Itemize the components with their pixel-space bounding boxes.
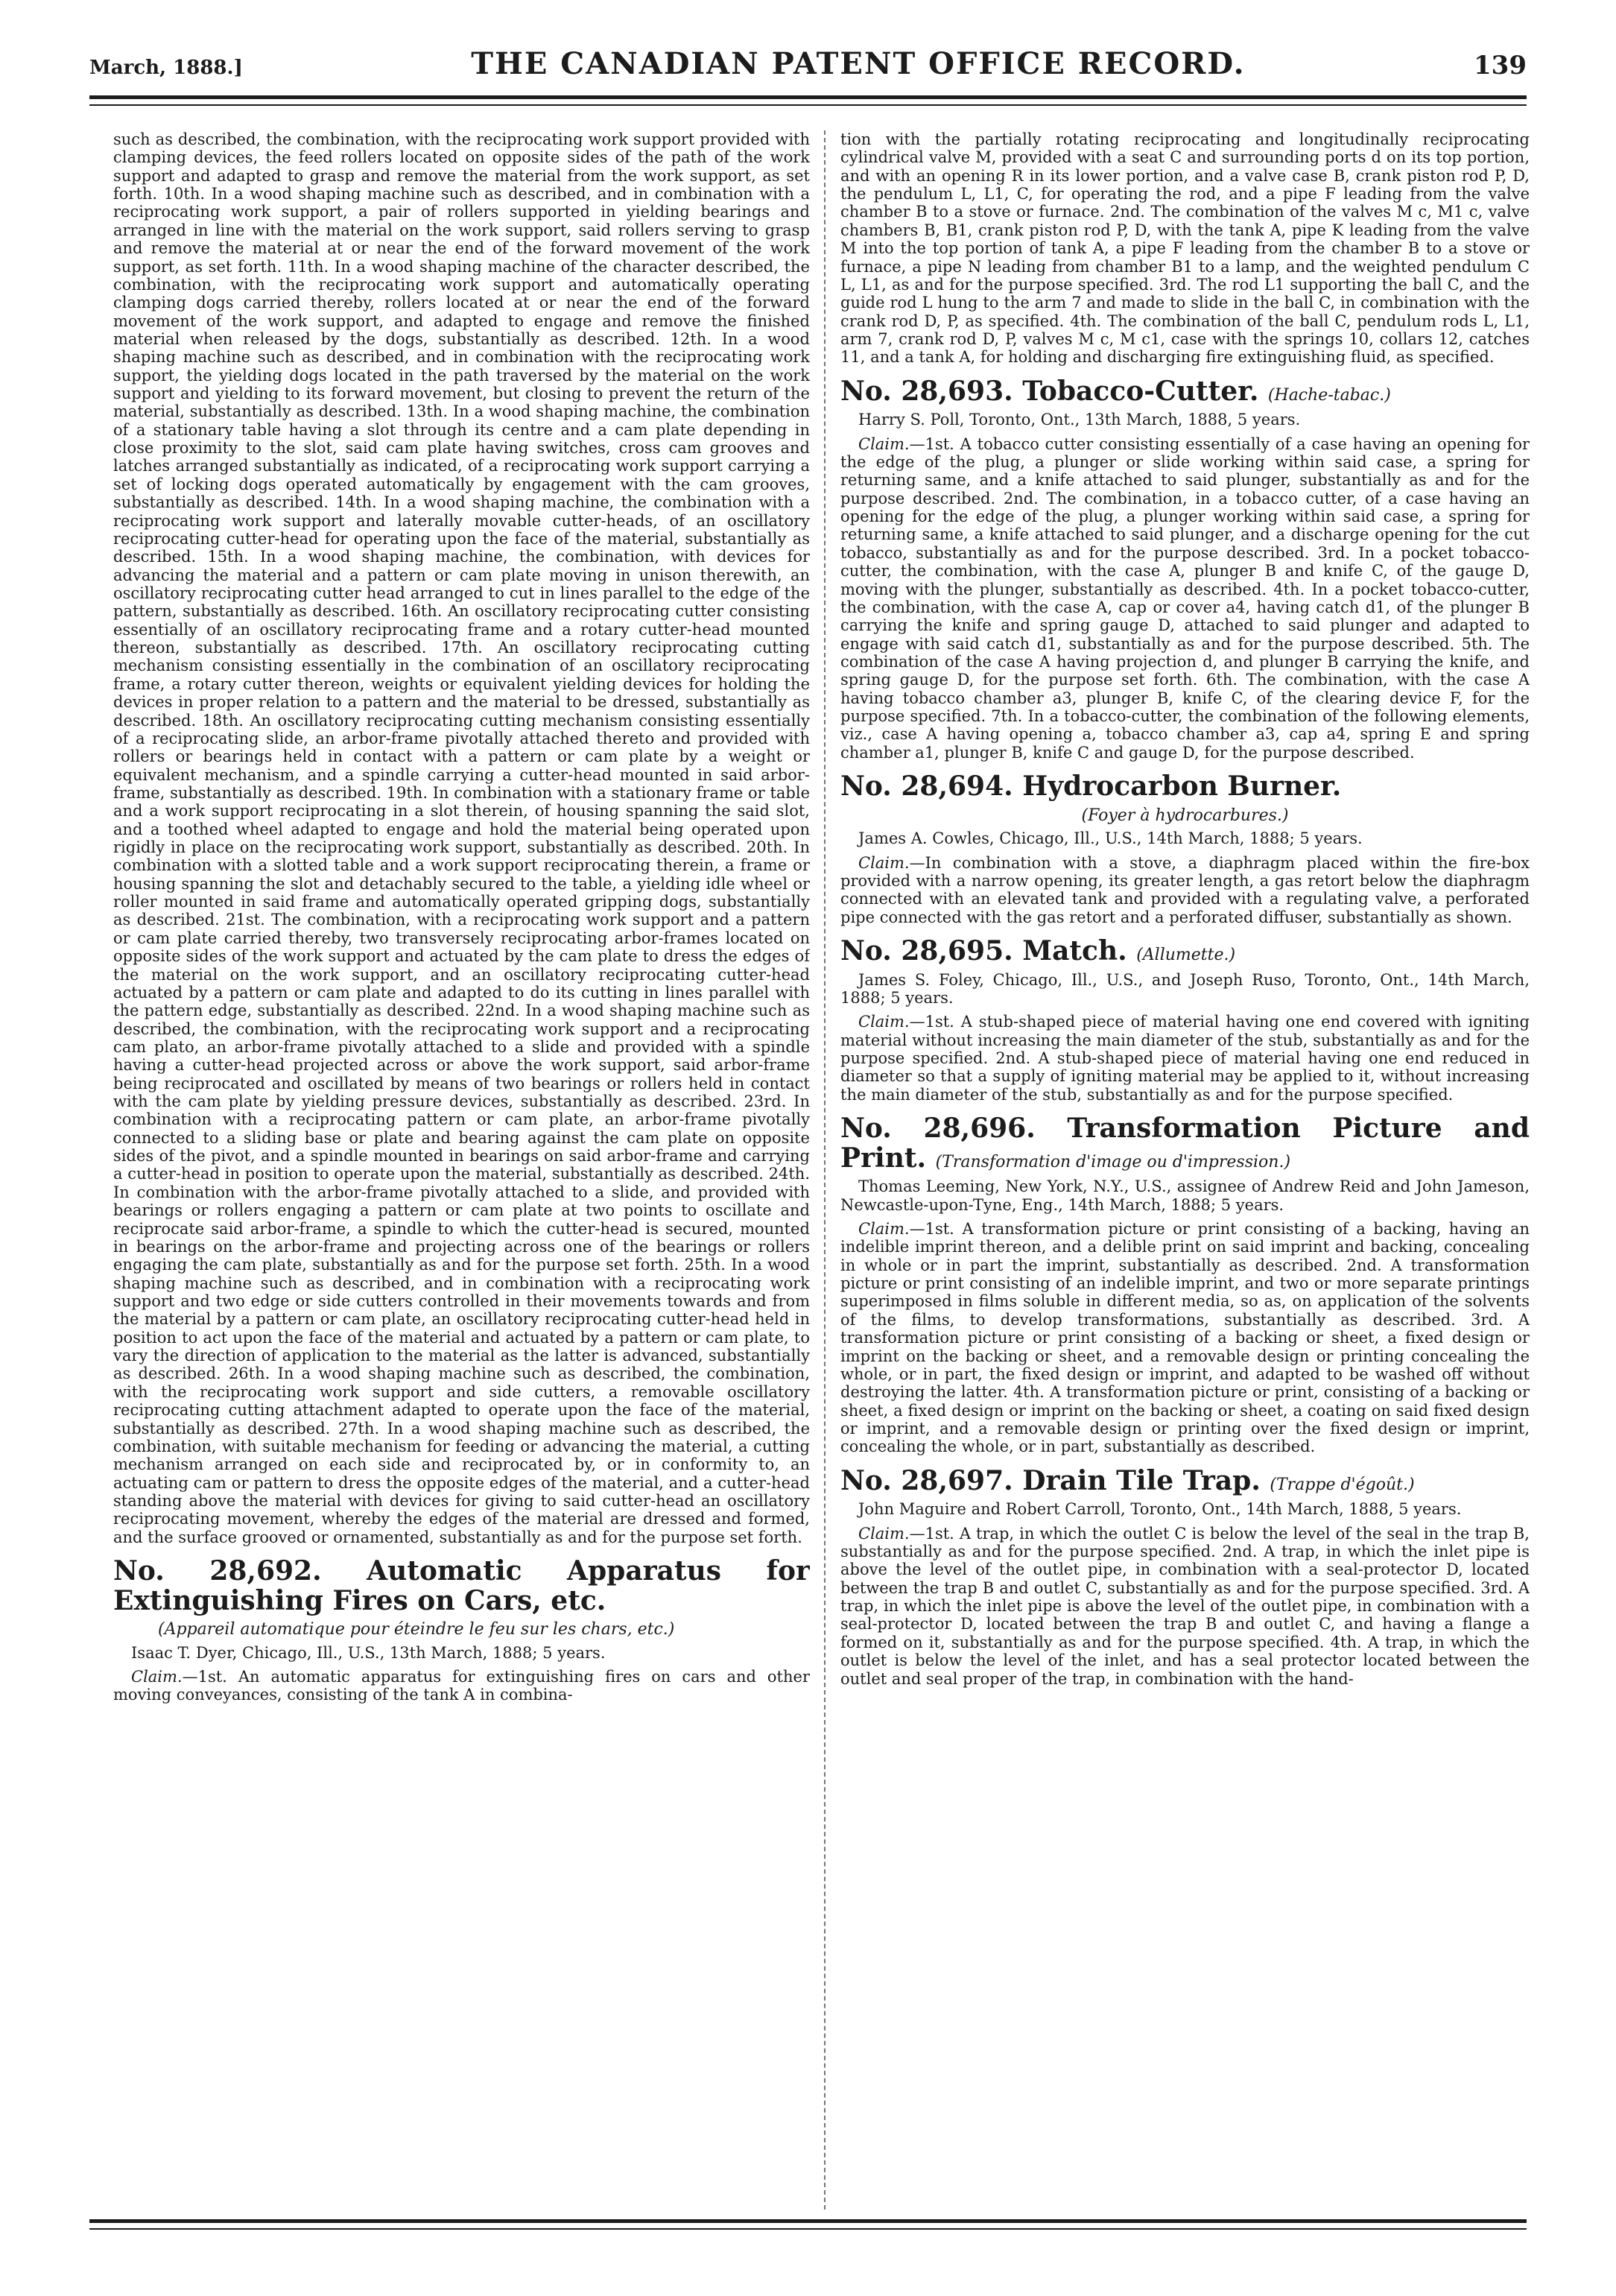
patent-title: Tobacco-Cutter.: [1022, 375, 1259, 407]
claim-body: —1st. A tobacco cutter consisting essentially of a case having an opening for the edge of the plug, a plunger or slide working within said case, a spring for returning same, and a knife attached to said plunger, substantially as and for the purpose described. 2nd. The combination, in a tobacco cutter, of a case having an opening for the edge of the plug, a plunger working within said case, a spring for returning same, a knife attached to said plunger, and a discharge opening for the cut tobacco, substantially as and for the purpose described. 3rd. In a pocket tobacco-cutter, the combination, with the case A, plunger B and knife C, of the gauge D, moving with the plunger, substantially as described. 4th. In a pocket tobacco-cutter, the combination, with the case A, cap or cover a4, having catch d1, of the plunger B carrying the knife and spring gauge D, attached to said plunger and adapted to engage with said catch d1, substantially as and for the purpose described. 5th. The combination of the case A having projection d, and plunger B carrying the knife, and spring gauge D, for the purpose set forth. 6th. The combination, with the case A having tobacco chamber a3, plunger B, knife C, of the clearing device F, for the purpose specified. 7th. In a tobacco-cutter, the combination of the following elements, viz., case A having opening a, tobacco chamber a3, cap a4, spring E and spring chamber a1, plunger B, knife C and gauge D, for the purpose described.: [840, 434, 1530, 762]
patent-heading: [840, 772, 1530, 802]
claim-body: —1st. A stub-shaped piece of material having one end covered with igniting material without increasing the main diameter of the stub, substantially as and for the purpose specified. 2nd. A stub-shaped piece of material having one end reduced in diameter so that a supply of igniting material may be applied to it, without increasing the main diameter of the stub, substantially as and for the purpose specified.: [840, 1013, 1530, 1104]
claim-body: —1st. A trap, in which the outlet C is below the level of the seal in the trap B, substantially as and for the purpose specified. 2nd. A trap, in which the inlet pipe is above the level of the outlet pipe, in combination with a seal-protector D, located between the trap B and outlet C, substantially as and for the purpose specified. 3rd. A trap, in which the inlet pipe is above the level of the outlet pipe, in combination with a seal-protector D, located between the trap B and outlet C, and having a flange a formed on it, substantially as and for the purpose specified. 4th. A trap, in which the outlet is below the level of the inlet, and has a seal protector located between the outlet and seal proper of the trap, in combination with the hand-: [840, 1524, 1530, 1688]
patent-title: Hydrocarbon Burner.: [1022, 771, 1342, 803]
page-number: 139: [1474, 51, 1527, 80]
inventor-line: James S. Foley, Chicago, Ill., U.S., and Joseph Ruso, Toronto, Ont., 14th March, 1888; 5 years.: [840, 970, 1530, 1007]
claim-label: Claim.: [131, 1668, 183, 1686]
french-title: (Allumette.): [1136, 946, 1236, 964]
continued-claims-text: such as described, the combination, with the reciprocating work support provided with clamping devices, the feed rollers located on opposite sides of the path of the work support and adapted to grasp and remove the material from the work support, as set forth. 10th. In a wood shaping machine such as described, and in combination with a reciprocating work support, a pair of rollers supported in yielding bearings and arranged in line with the material on the work support, said rollers serving to grasp and remove the material at or near the end of the forward movement of the work support, as set forth. 11th. In a wood shaping machine of the character described, the combination, with the reciprocating work support and automatically operating clamping dogs carried thereby, rollers located at or near the end of the forward movement of the work support, and adapted to engage and remove the finished material when released by the dogs, substantially as described. 12th. In a wood shaping machine such as described, and in combination with the reciprocating work support, the yielding dogs located in the path traversed by the material on the work support and yielding to its forward movement, but closing to prevent the return of the material, substantially as described. 13th. In a wood shaping machine, the combination of a stationary table having a slot through its centre and a cam plate depending in close proximity to the slot, said cam plate having switches, cross cam grooves and latches arranged substantially as indicated, of a reciprocating work support carrying a set of locking dogs operated automatically by engagement with the cam grooves, substantially as described. 14th. In a wood shaping machine, the combination with a reciprocating work support and laterally movable cutter-heads, of an oscillatory reciprocating cutter-head for operating upon the face of the material, substantially as described. 15th. In a wood shaping machine, the combination, with devices for advancing the material and a pattern or cam plate moving in unison therewith, an oscillatory reciprocating cutter head arranged to cut in lines parallel to the edge of the pattern, substantially as described. 16th. An oscillatory reciprocating cutter consisting essentially of an oscillatory reciprocating frame and a rotary cutter-head mounted thereon, substantially as described. 17th. An oscillatory reciprocating cutting mechanism consisting essentially in the combination of an oscillatory reciprocating frame, a rotary cutter thereon, weights or equivalent yielding devices for holding the devices in proper relation to a pattern and the material to be dressed, substantially as described. 18th. An oscillatory reciprocating cutting mechanism consisting essentially of a reciprocating slide, an arbor-frame pivotally attached thereto and provided with rollers or bearings held in contact with a pattern or cam plate by a weight or equivalent mechanism, and a spindle carrying a cutter-head mounted in said arbor-frame, substantially as described. 19th. In combination with a stationary frame or table and a work support reciprocating in a slot therein, of housing spanning the said slot, and a toothed wheel adapted to engage and hold the material being operated upon rigidly in place on the reciprocating work support, substantially as described. 20th. In combination with a slotted table and a work support reciprocating therein, a frame or housing spanning the slot and detachably secured to the table, a yielding idle wheel or roller mounted in said frame and automatically operated gripping dogs, substantially as described. 21st. The combination, with a reciprocating work support and a pattern or cam plate carried thereby, two transversely reciprocating arbor-frames located on opposite sides of the work support and actuated by the cam plate to dress the edges of the material on the work support, and an oscillatory reciprocating cutter-head actuated by a pattern or cam plate and adapted to do its cutting in lines parallel with the pattern edge, substantially as described. 22nd. In a wood shaping machine such as described, the combination, with the reciprocating work support and a reciprocating cam plato, an arbor-frame pivotally attached to a slide and provided with a spindle having a cutter-head projected across or above the work support, said arbor-frame being reciprocated and oscillated by means of two bearings or rollers held in contact with the cam plate by yielding pressure devices, substantially as described. 23rd. In combination with a reciprocating pattern or cam plate, an arbor-frame pivotally connected to a sliding base or plate and bearing against the cam plate on opposite sides of the pivot, and a spindle mounted in bearings on said arbor-frame and carrying a cutter-head in position to operate upon the material, substantially as described. 24th. In combination with the arbor-frame pivotally attached to a slide, and provided with bearings or rollers engaging a pattern or cam plate at two points to oscillate and reciprocate said arbor-frame, a spindle to which the cutter-head is secured, mounted in bearings on the arbor-frame and projecting across one of the bearings or rollers engaging the cam plate, substantially as and for the purpose set forth. 25th. In a wood shaping machine such as described, and in combination with a reciprocating work support and two edge or side cutters controlled in their movements towards and from the material by a pattern or cam plate, an oscillatory reciprocating cutter-head held in position to act upon the face of the material and actuated by a pattern or cam plate, to vary the direction of application to the material as the latter is advanced, substantially as described. 26th. In a wood shaping machine such as described, the combination, with the reciprocating work support and side cutters, a removable oscillatory reciprocating cutting attachment adapted to operate upon the face of the material, substantially as described. 27th. In a wood shaping machine such as described, the combination, with suitable mechanism for feeding or advancing the material, a cutting mechanism arranged on each side and reciprocated by, or in conformity to, an actuating cam or pattern to dress the opposite edges of the material, and a cutter-head standing above the material with devices for giving to said cutter-head an oscillatory reciprocating movement, whereby the edges of the material are dressed and formed, and the surface grooved or ornamented, substantially as and for the purpose set forth.: [113, 130, 810, 1546]
inventor-line: Isaac T. Dyer, Chicago, Ill., U.S., 13th March, 1888; 5 years.: [131, 1643, 606, 1662]
inventor-line: James A. Cowles, Chicago, Ill., U.S., 14th March, 1888; 5 years.: [858, 829, 1363, 848]
patent-heading: [840, 377, 1530, 407]
publication-title: THE CANADIAN PATENT OFFICE RECORD.: [471, 46, 1246, 81]
patent-heading: [840, 1464, 1530, 1496]
claim-label: Claim.: [858, 1013, 910, 1031]
patent-entry-28697: [840, 1464, 1530, 1688]
french-title: (Transformation d'image ou d'impression.): [935, 1152, 1291, 1171]
claim-text: [840, 854, 1530, 926]
inventor-line: Thomas Leeming, New York, N.Y., U.S., assignee of Andrew Reid and John Jameson, Newcastle-upon-Tyne, Eng., 14th March, 1888; 5 years.: [840, 1177, 1530, 1214]
continued-claims-text: tion with the partially rotating reciprocating and longitudinally reciprocating cylindrical valve M, provided with a seat C and surrounding ports d on its top portion, and with an opening R in its lower portion, and a valve case B, crank piston rod P, D, the pendulum L, L1, C, for operating the rod, and a pipe F leading from the valve chamber B to a stove or furnace. 2nd. The combination of the valves M c, M1 c, valve chambers B, B1, crank piston rod P, D, with the tank A, pipe K leading from the valve M into the top portion of tank A, a pipe F leading from the chamber B to a stove or furnace, a pipe N leading from chamber B1 to a lamp, and the weighted pendulum C L, L1, as and for the purpose specified. 3rd. The rod L1 supporting the ball C, and the guide rod L hung to the arm 7 and made to slide in the ball C, in combination with the crank rod D, P, as specified. 4th. The combination of the ball C, pendulum rods L, L1, arm 7, crank rod D, P, valves M c, M c1, case with the springs 10, collars 12, catches 11, and a tank A, for holding and discharging fire extinguishing fluid, as specified.: [840, 130, 1530, 367]
patent-number: No. 28,695.: [840, 935, 1013, 967]
claim-body: —1st. A transformation picture or print consisting of a backing, having an indelible imprint thereon, and a delible print on said imprint and backing, concealing in whole or in part the imprint, substantially as described. 2nd. A transformation picture or print consisting of an indelible imprint, and two or more separate printings superimposed in films soluble in different media, so as, on application of the solvents of the films, to develop transformations, substantially as described. 3rd. A transformation picture or print consisting of a backing or sheet, a fixed design or imprint on the backing or sheet, and a removable design or printing concealing the whole, or in part, the fixed design or imprint, and adapted to be washed off without destroying the latter. 4th. A transformation picture or print, consisting of a backing or sheet, a fixed design or imprint on the backing or sheet, a coating on said fixed design or imprint, and a removable design or printing over the fixed design or imprint, concealing the whole, or in part, substantially as described.: [840, 1220, 1530, 1456]
claim-text: [840, 1220, 1530, 1456]
footer-rule-thin: [89, 2228, 1527, 2230]
patent-number: No. 28,692.: [113, 1555, 322, 1587]
header-rule-thin: [89, 104, 1527, 106]
patent-entry-28694: [840, 772, 1530, 926]
patent-number: No. 28,694.: [840, 771, 1013, 803]
patent-number: No. 28,696.: [840, 1113, 1036, 1145]
running-head: [89, 46, 1527, 88]
footer-rule: [89, 2219, 1527, 2223]
right-column: [840, 130, 1530, 2198]
patent-entry-28696: [840, 1114, 1530, 1456]
patent-title: Match.: [1022, 935, 1127, 967]
claim-text: [113, 1668, 810, 1704]
patent-title: Drain Tile Trap.: [1022, 1464, 1261, 1496]
left-column: [113, 130, 810, 2198]
claim-label: Claim.: [858, 1220, 910, 1239]
claim-text: [840, 1013, 1530, 1104]
patent-entry-28692: [113, 1557, 810, 1704]
inventor-line: John Maguire and Robert Carroll, Toronto, Ont., 14th March, 1888, 5 years.: [858, 1500, 1462, 1519]
french-title: (Hache-tabac.): [1267, 385, 1391, 405]
patent-number: No. 28,697.: [840, 1464, 1013, 1496]
header-rule: [89, 95, 1527, 99]
french-title: (Trappe d'égoût.): [1270, 1475, 1415, 1494]
claim-body: —1st. An automatic apparatus for extinguishing fires on cars and other moving conveyances, consisting of the tank A in combina-: [113, 1668, 810, 1704]
column-divider: [824, 130, 826, 2210]
claim-label: Claim.: [858, 853, 910, 872]
french-title: (Appareil automatique pour éteindre le feu sur les chars, etc.): [158, 1620, 675, 1639]
claim-text: [840, 1525, 1530, 1688]
patent-heading: [840, 937, 1530, 967]
patent-entry-28693: [840, 377, 1530, 762]
patent-number: No. 28,693.: [840, 375, 1013, 407]
claim-body: —In combination with a stove, a diaphragm placed within the fire-box provided with a narrow opening, its greater length, a gas retort below the diaphragm connected with an elevated tank and provided with a regulating valve, a perforated pipe connected with the gas retort and a perforated diffuser, substantially as shown.: [840, 853, 1530, 926]
claim-label: Claim.: [858, 434, 910, 453]
french-title: (Foyer à hydrocarbures.): [1081, 806, 1289, 825]
issue-date: March, 1888.]: [89, 57, 243, 79]
patent-title: Transformation Picture and Print.: [840, 1113, 1530, 1174]
inventor-line: Harry S. Poll, Toronto, Ont., 13th March, 1888, 5 years.: [858, 411, 1301, 429]
patent-heading: [840, 1114, 1530, 1173]
patent-title: Automatic Apparatus for Extinguishing Fires on Cars, etc.: [113, 1555, 810, 1616]
patent-heading: [113, 1557, 810, 1616]
claim-text: [840, 435, 1530, 762]
patent-entry-28695: [840, 937, 1530, 1104]
claim-label: Claim.: [858, 1524, 910, 1543]
